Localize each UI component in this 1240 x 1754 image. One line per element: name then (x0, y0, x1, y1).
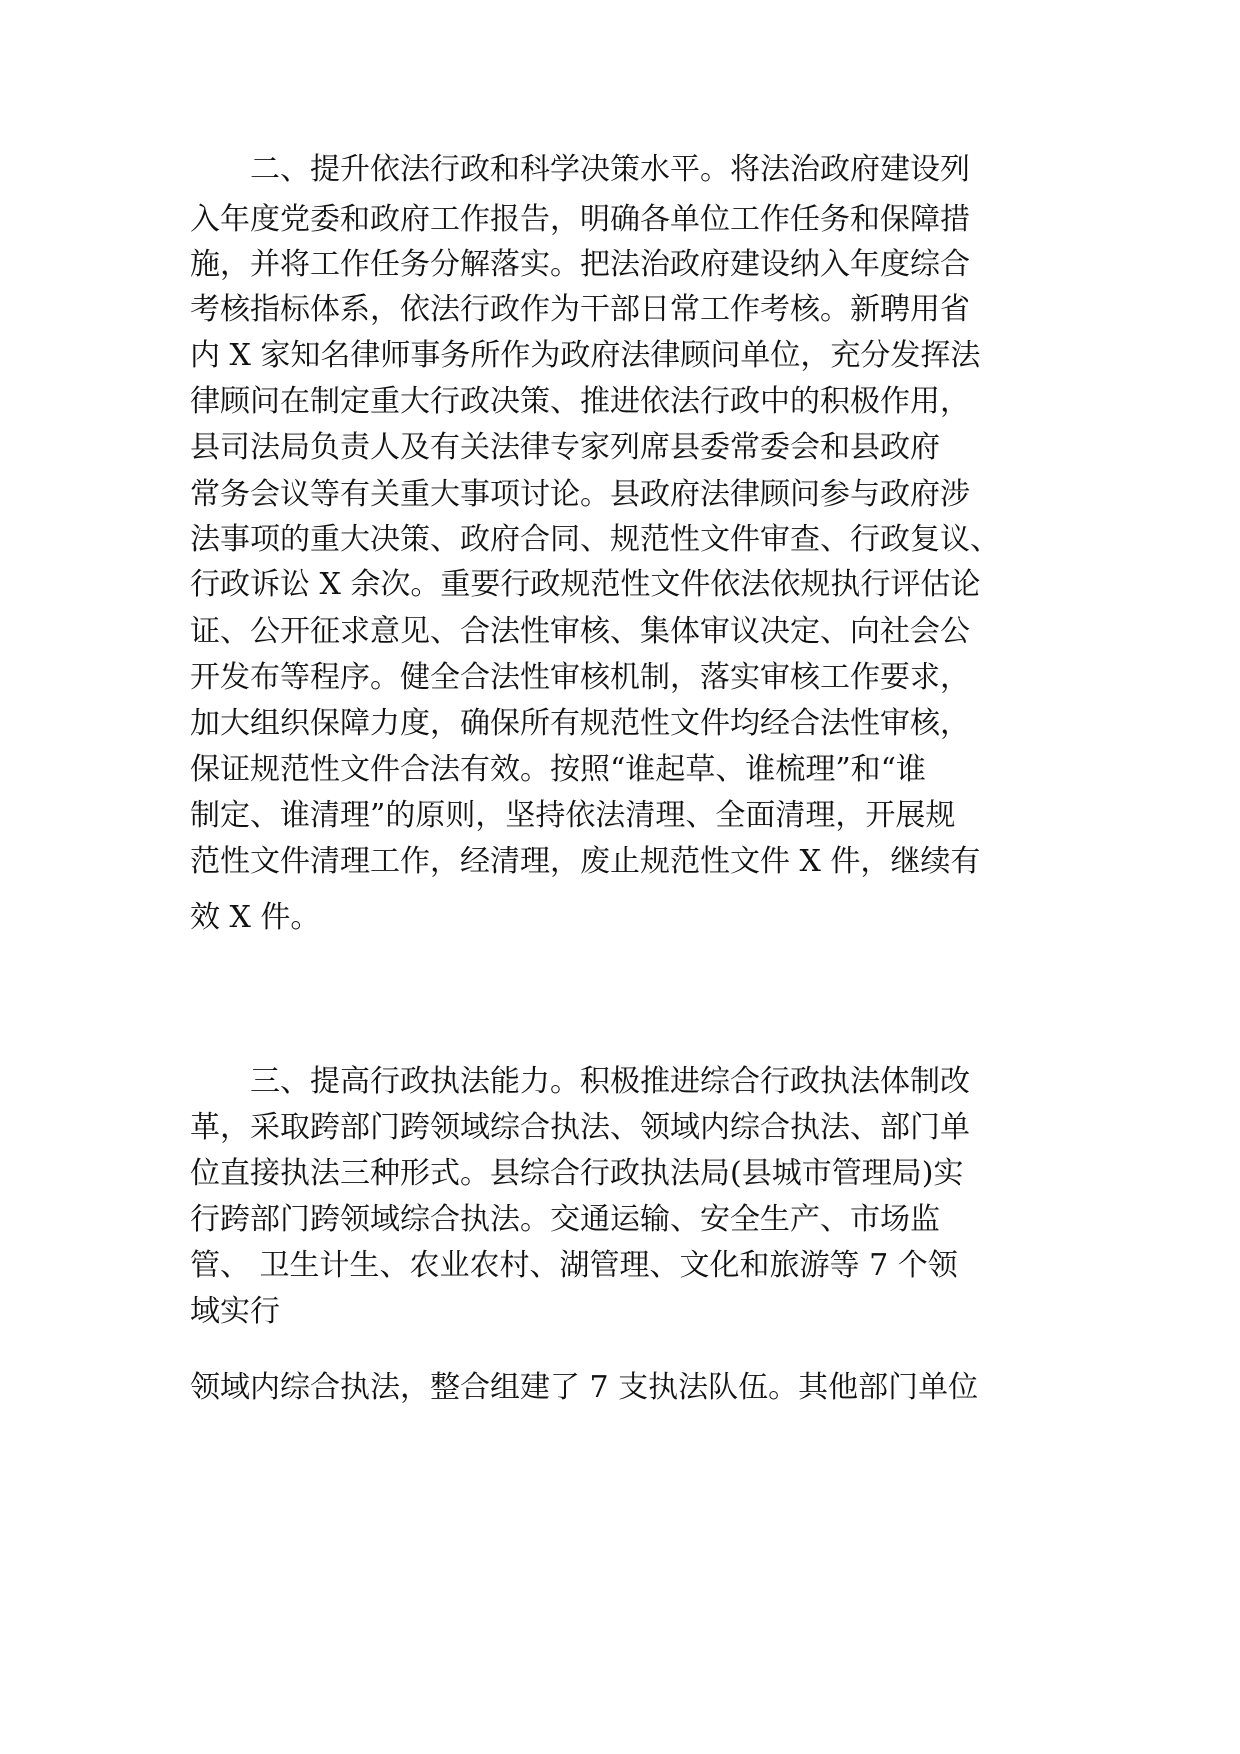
paragraph-line: 施，并将工作任务分解落实。把法治政府建设纳入年度综合 (190, 247, 970, 282)
paragraph-line: 常务会议等有关重大事项讨论。县政府法律顾问参与政府涉 (190, 477, 970, 512)
paragraph-line: 行跨部门跨领域综合执法。交通运输、安全生产、市场监 (190, 1202, 940, 1237)
paragraph-line: 范性文件清理工作，经清理，废止规范性文件 X 件，继续有 (190, 844, 981, 879)
paragraph-line: 法事项的重大决策、政府合同、规范性文件审查、行政复议、 (190, 522, 1000, 557)
paragraph-line: 行政诉讼 X 余次。重要行政规范性文件依法依规执行评估论 (190, 567, 981, 602)
paragraph-line: 域实行 (190, 1294, 280, 1329)
paragraph-line: 位直接执法三种形式。县综合行政执法局(县城市管理局)实 (190, 1156, 964, 1191)
paragraph-line: 证、公开征求意见、合法性审核、集体审议决定、向社会公 (190, 614, 970, 649)
paragraph-line: 县司法局负责人及有关法律专家列席县委常委会和县政府 (190, 430, 940, 465)
paragraph-line: 考核指标体系，依法行政作为干部日常工作考核。新聘用省 (190, 292, 970, 327)
paragraph-line: 内 X 家知名律师事务所作为政府法律顾问单位，充分发挥法 (190, 338, 981, 373)
paragraph-line: 制定、谁清理”的原则，坚持依法清理、全面清理，开展规 (190, 798, 956, 833)
paragraph-line: 领域内综合执法，整合组建了 7 支执法队伍。其他部门单位 (190, 1370, 979, 1405)
paragraph-line: 加大组织保障力度，确保所有规范性文件均经合法性审核， (190, 706, 970, 741)
paragraph-line: 开发布等程序。健全合法性审核机制，落实审核工作要求， (190, 660, 970, 695)
paragraph-line: 保证规范性文件合法有效。按照“谁起草、谁梳理”和“谁 (190, 752, 927, 787)
paragraph-line: 律顾问在制定重大行政决策、推进依法行政中的积极作用， (190, 384, 970, 419)
paragraph-line: 三、提高行政执法能力。积极推进综合行政执法体制改 (250, 1064, 970, 1099)
paragraph-line: 二、提升依法行政和科学决策水平。将法治政府建设列 (250, 152, 970, 187)
paragraph-line: 管、 卫生计生、农业农村、湖管理、文化和旅游等 7 个领 (190, 1248, 958, 1283)
paragraph-line: 效 X 件。 (190, 900, 321, 935)
paragraph-line: 入年度党委和政府工作报告，明确各单位工作任务和保障措 (190, 202, 970, 237)
paragraph-line: 革，采取跨部门跨领域综合执法、领域内综合执法、部门单 (190, 1110, 970, 1145)
